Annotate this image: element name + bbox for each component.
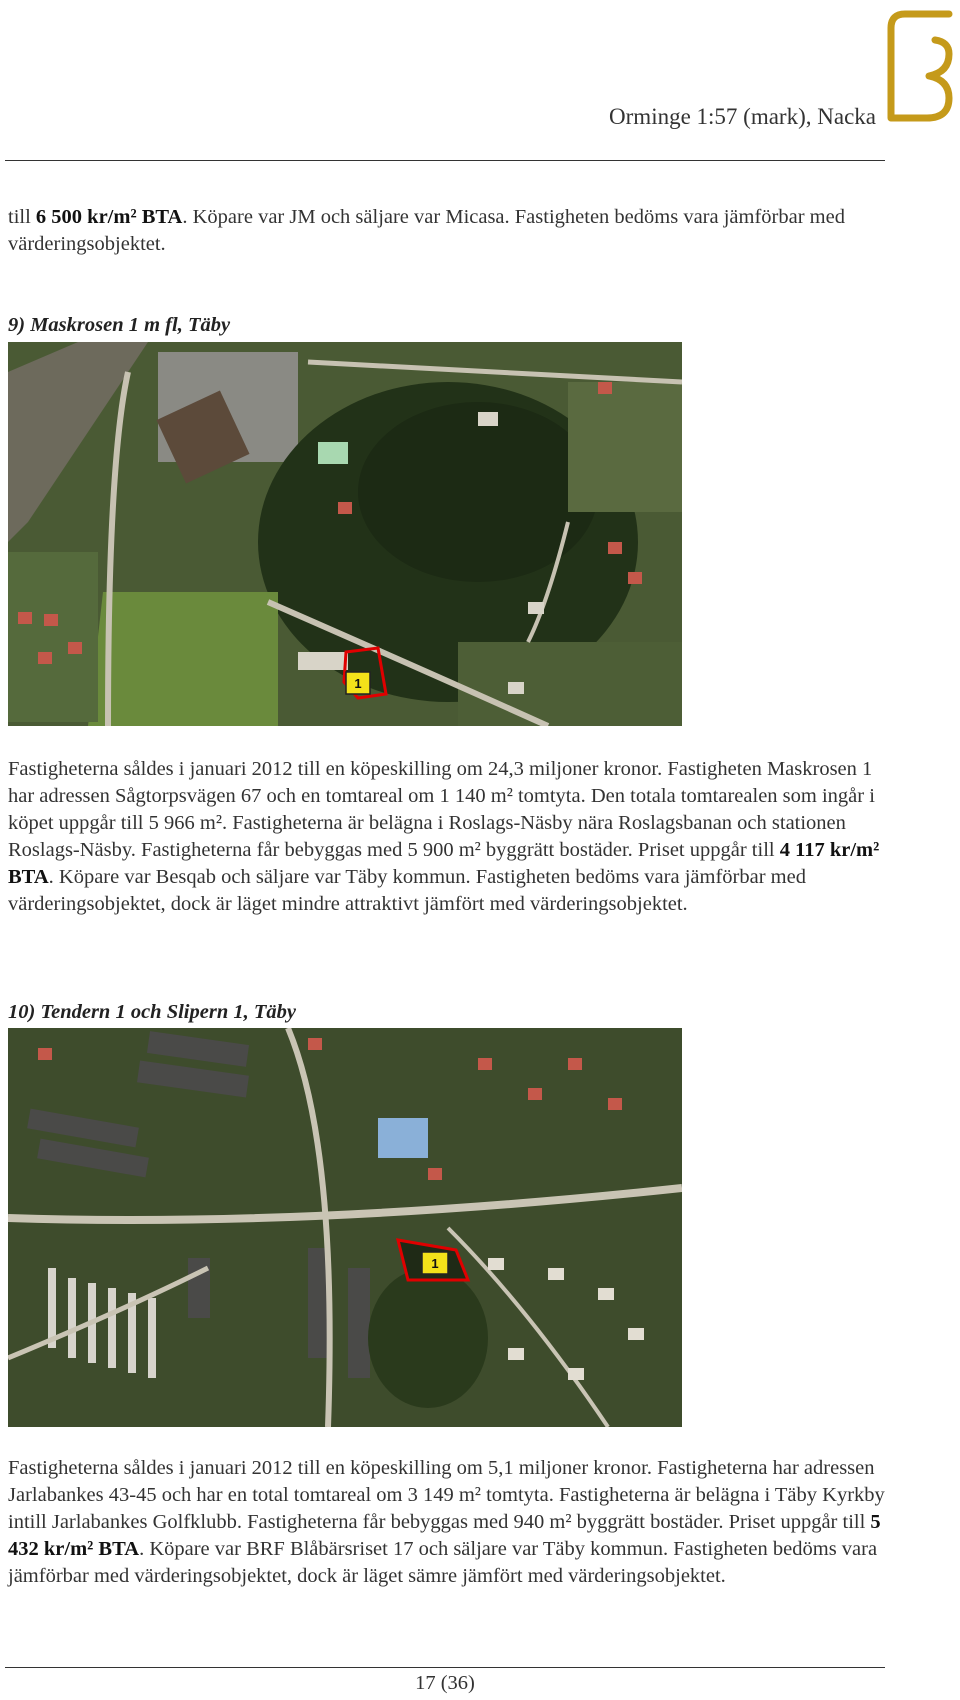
section-10-text-pre: Fastigheterna såldes i januari 2012 till en köpeskilling om 5,1 miljoner kronor. Fastigheterna har adressen Jarlabankes 43-45 och har en total tomtareal om 3 149 m² tomtyta. Fastigheterna är belägna i Täby Kyrkby intill Jarlabankes Golfklubb. Fastigheterna får bebyggas med 940 m² byggrätt bostäder. Priset uppgår till [8,1457,885,1533]
aerial-map-maskrosen [8,342,682,726]
section-10-paragraph [8,1455,888,1590]
header-divider [5,160,885,161]
intro-paragraph [8,204,888,258]
section-9-price: 4 117 kr/m² BTA [8,839,880,888]
section-10-price: 5 432 kr/m² BTA [8,1511,881,1560]
intro-text-pre: till [8,206,36,228]
section-9-paragraph [8,756,888,918]
section-10-text-post: . Köpare var BRF Blåbärsriset 17 och säljare var Täby kommun. Fastigheten bedöms vara jämförbar med värderingsobjektet, dock är läget sämre jämfört med värderingsobjektet. [8,1538,878,1587]
section-10-heading: 10) Tendern 1 och Slipern 1, Täby [8,1001,296,1023]
aerial-map-tendern [8,1028,682,1427]
section-9-heading: 9) Maskrosen 1 m fl, Täby [8,314,231,336]
map-marker-1: 1 [431,1256,439,1271]
map-marker-1: 1 [354,676,362,691]
document-header-title: Orminge 1:57 (mark), Nacka [609,104,876,129]
company-logo [883,6,955,128]
footer-divider [5,1667,885,1668]
intro-price: 6 500 kr/m² BTA [35,206,183,228]
section-9-text-post: . Köpare var Besqab och säljare var Täby kommun. Fastigheten bedöms vara jämförbar med värderingsobjektet, dock är läget mindre attraktivt jämfört med värderingsobjektet. [8,866,806,915]
section-9-text-pre: Fastigheterna såldes i januari 2012 till en köpeskilling om 24,3 miljoner kronor. Fastigheten Maskrosen 1 har adressen Sågtorpsvägen 67 och en tomtareal om 1 140 m² tomtyta. Den totala tomtarealen som ingår i köpet uppgår till 5 966 m². Fastigheterna är belägna i Roslags-Näsby nära Roslagsbanan och stationen Roslags-Näsby. Fastigheterna får bebyggas med 5 900 m² byggrätt bostäder. Priset uppgår till [8,758,875,861]
intro-text-post: . Köpare var JM och säljare var Micasa. Fastigheten bedöms vara jämförbar med värderingsobjektet. [8,206,845,255]
page-number: 17 (36) [415,1672,475,1694]
